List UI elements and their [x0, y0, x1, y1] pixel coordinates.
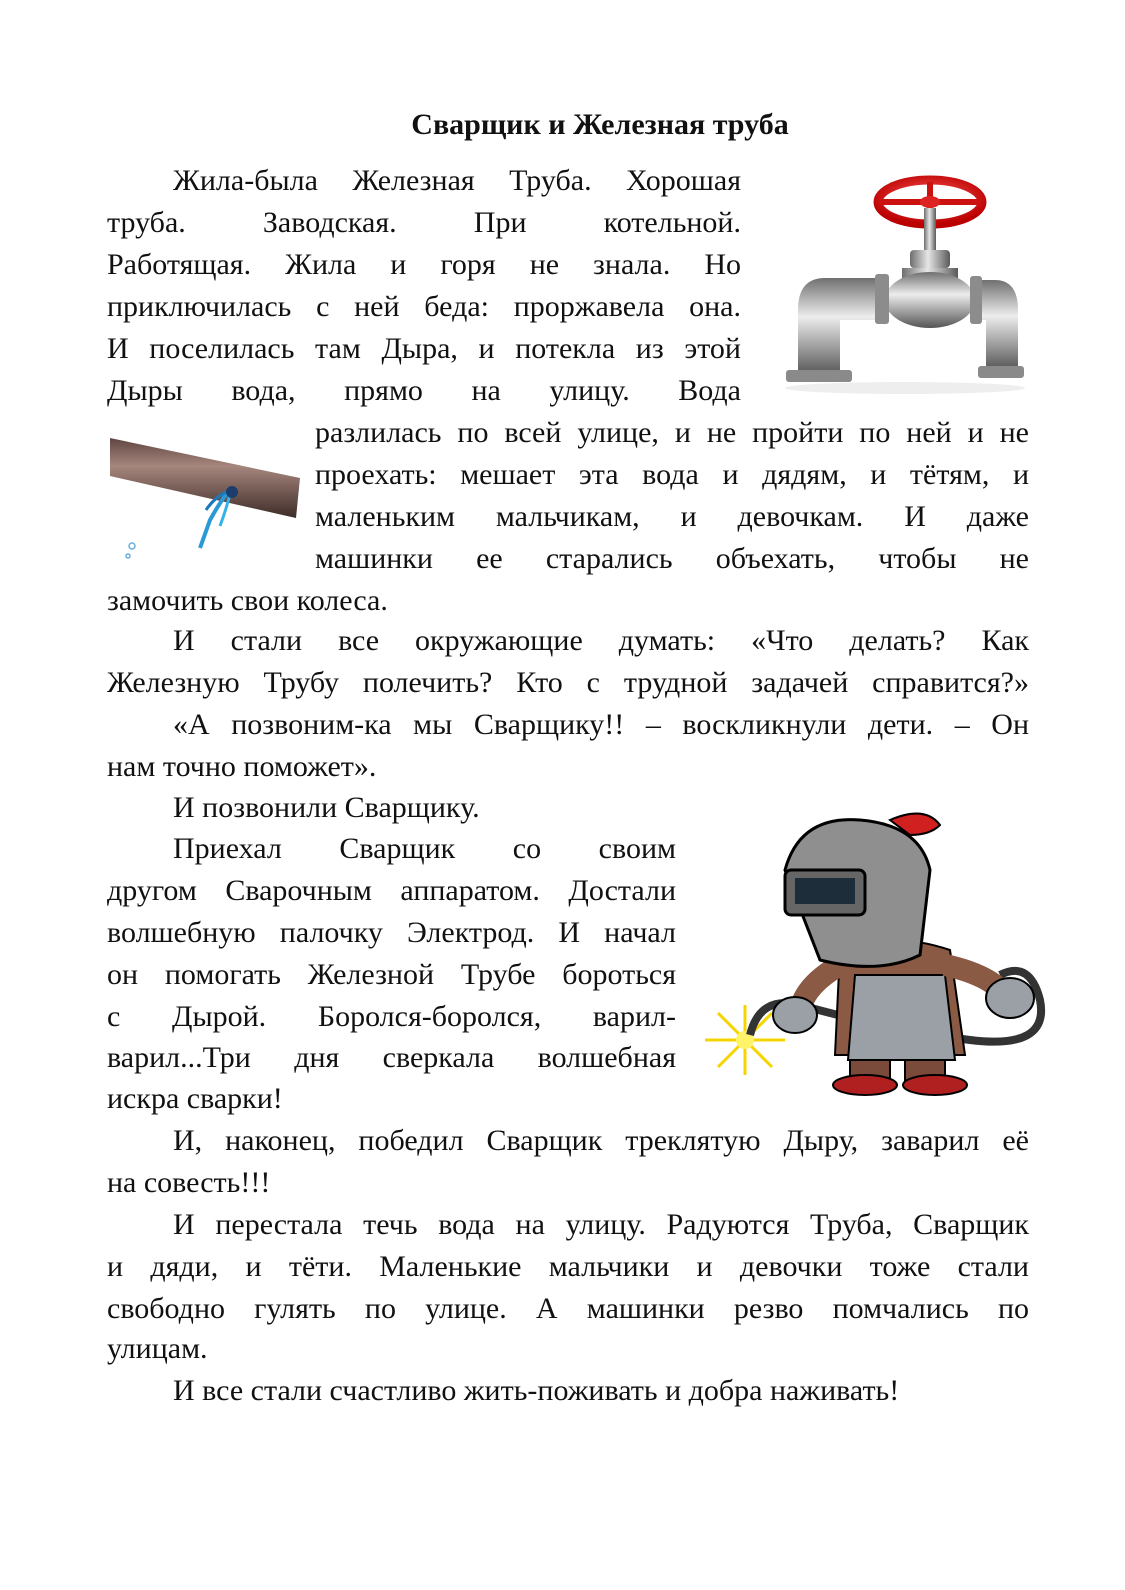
line-25: на совесть!!!: [107, 1166, 271, 1199]
line-1: Жила-была Железная Труба. Хорошая: [173, 164, 741, 197]
line-21: с Дырой. Боролся-боролся, варил-: [107, 1000, 676, 1033]
leaking-pipe-icon: [110, 430, 305, 570]
line-11: замочить свои колеса.: [107, 584, 388, 617]
welder-icon: [690, 800, 1050, 1100]
line-26: И перестала течь вода на улицу. Радуются Труба, Сварщик: [173, 1208, 1029, 1241]
line-30: И все стали счастливо жить-поживать и добра наживать!: [173, 1374, 900, 1407]
line-24: И, наконец, победил Сварщик треклятую Дыру, заварил её: [173, 1124, 1029, 1157]
line-12: И стали все окружающие думать: «Что делать? Как: [173, 624, 1029, 657]
line-7: разлилась по всей улице, и не пройти по ней и не: [315, 416, 1029, 449]
line-6: Дыры вода, прямо на улицу. Вода: [107, 374, 741, 407]
line-4: приключилась с ней беда: проржавела она.: [107, 290, 741, 323]
line-19: волшебную палочку Электрод. И начал: [107, 916, 676, 949]
line-27: и дяди, и тёти. Маленькие мальчики и девочки тоже стали: [107, 1250, 1029, 1283]
line-2: труба. Заводская. При котельной.: [107, 206, 741, 239]
line-8: проехать: мешает эта вода и дядям, и тётям, и: [315, 458, 1029, 491]
line-5: И поселилась там Дыра, и потекла из этой: [107, 332, 741, 365]
line-18: другом Сварочным аппаратом. Достали: [107, 874, 676, 907]
faucet-pipe-icon: [780, 170, 1030, 400]
line-17: Приехал Сварщик со своим: [173, 832, 676, 865]
line-13: Железную Трубу полечить? Кто с трудной задачей справится?»: [107, 666, 1029, 699]
line-9: маленьким мальчикам, и девочкам. И даже: [315, 500, 1029, 533]
story-title: Сварщик и Железная труба: [411, 108, 789, 141]
line-15: нам точно поможет».: [107, 750, 377, 783]
line-3: Работящая. Жила и горя не знала. Но: [107, 248, 741, 281]
line-16: И позвонили Сварщику.: [173, 791, 480, 824]
line-23: искра сварки!: [107, 1082, 283, 1115]
line-22: варил...Три дня сверкала волшебная: [107, 1041, 676, 1074]
line-28: свободно гулять по улице. А машинки резво помчались по: [107, 1292, 1029, 1325]
line-20: он помогать Железной Трубе бороться: [107, 958, 676, 991]
line-29: улицам.: [107, 1332, 208, 1365]
line-10: машинки ее старались объехать, чтобы не: [315, 542, 1029, 575]
line-14: «А позвоним-ка мы Сварщику!! – воскликнули дети. – Он: [173, 708, 1029, 741]
